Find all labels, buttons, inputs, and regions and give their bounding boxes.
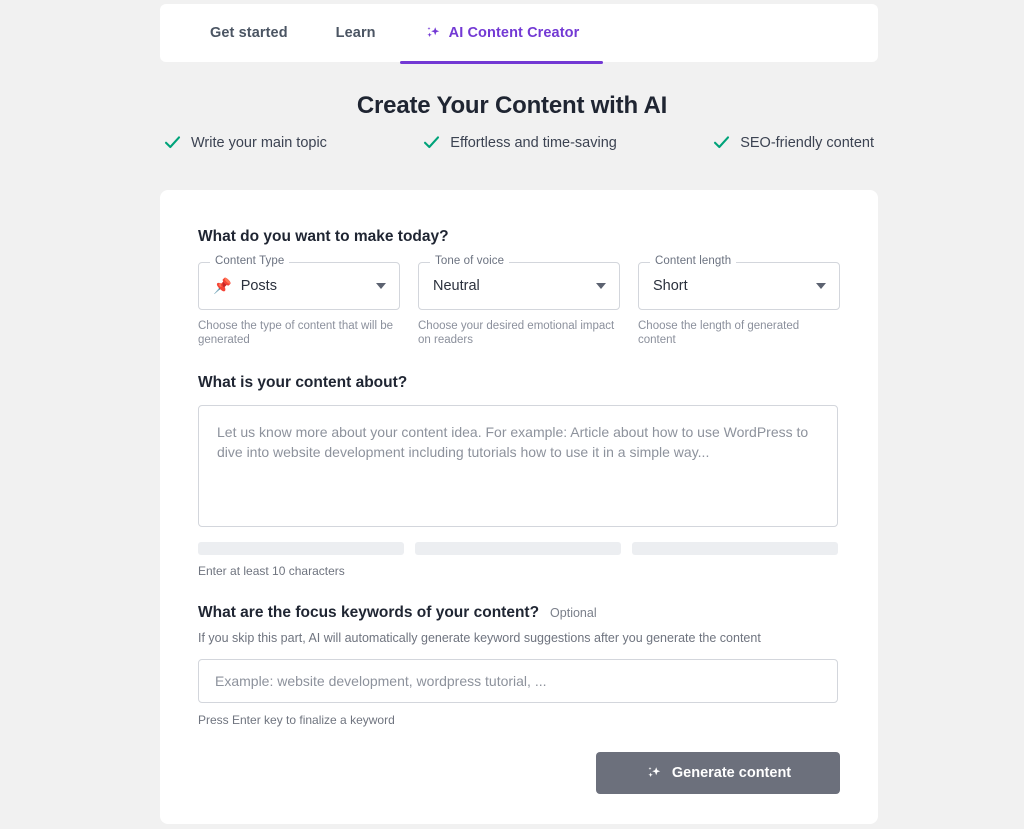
page-title: Create Your Content with AI [356,92,668,119]
keywords-title: What are the focus keywords of your content? [198,603,540,621]
check-icon [713,134,730,151]
content-length-group [638,255,840,348]
tab-ai-content-creator-label: AI Content Creator [448,25,580,41]
keywords-input[interactable] [198,659,838,703]
make-today-title: What do you want to make today? [198,228,449,245]
tab-get-started-label: Get started [210,25,288,41]
pin-icon: 📌 [213,277,232,295]
select-row [198,255,840,348]
content-length-select[interactable] [638,255,840,310]
content-creator-card [160,190,878,824]
chevron-down-icon [596,283,606,289]
content-type-label: Content Type [210,255,289,267]
benefit-label: Write your main topic [191,134,327,151]
suggestion-placeholder-bar [198,542,404,555]
benefit-label: SEO-friendly content [740,134,874,151]
sparkle-icon [645,764,663,782]
tone-of-voice-group [418,255,620,348]
suggestion-placeholder-bar [415,542,621,555]
benefit-item [164,134,327,151]
tab-learn-label: Learn [335,25,376,41]
keywords-subtext: If you skip this part, AI will automatically generate keyword suggestions after you generate the content [198,630,761,645]
content-type-select[interactable] [198,255,400,310]
keywords-hint: Press Enter key to finalize a keyword [198,712,395,727]
tone-of-voice-help: Choose your desired emotional impact on readers [418,320,615,347]
tone-of-voice-value: Neutral [433,278,480,294]
benefit-item [713,134,874,151]
generate-content-label: Generate content [671,764,792,781]
content-length-value: Short [653,278,688,294]
generate-button-row [198,752,840,794]
generate-content-button[interactable] [596,752,840,794]
content-type-help: Choose the type of content that will be generated [198,320,393,347]
keywords-title-row [198,604,840,622]
benefits-list [160,134,878,151]
keywords-optional-badge: Optional [550,605,597,620]
benefit-label: Effortless and time-saving [450,134,617,151]
chevron-down-icon [376,283,386,289]
sparkle-icon [424,24,442,42]
tab-get-started[interactable] [186,4,312,62]
content-type-group [198,255,400,348]
benefit-item [423,134,617,151]
content-length-label: Content length [650,255,736,267]
check-icon [164,134,181,151]
content-about-textarea[interactable] [198,405,838,527]
top-tab-bar [160,4,878,62]
tab-ai-content-creator[interactable] [400,4,604,62]
content-about-hint: Enter at least 10 characters [198,563,345,578]
tone-of-voice-select[interactable] [418,255,620,310]
suggestion-placeholder-row [198,542,840,555]
tone-of-voice-label: Tone of voice [430,255,509,267]
content-length-help: Choose the length of generated content [638,320,800,347]
chevron-down-icon [816,283,826,289]
check-icon [423,134,440,151]
content-type-value: Posts [240,278,277,294]
suggestion-placeholder-bar [632,542,838,555]
content-about-title: What is your content about? [198,373,408,391]
tab-learn[interactable] [312,4,400,62]
